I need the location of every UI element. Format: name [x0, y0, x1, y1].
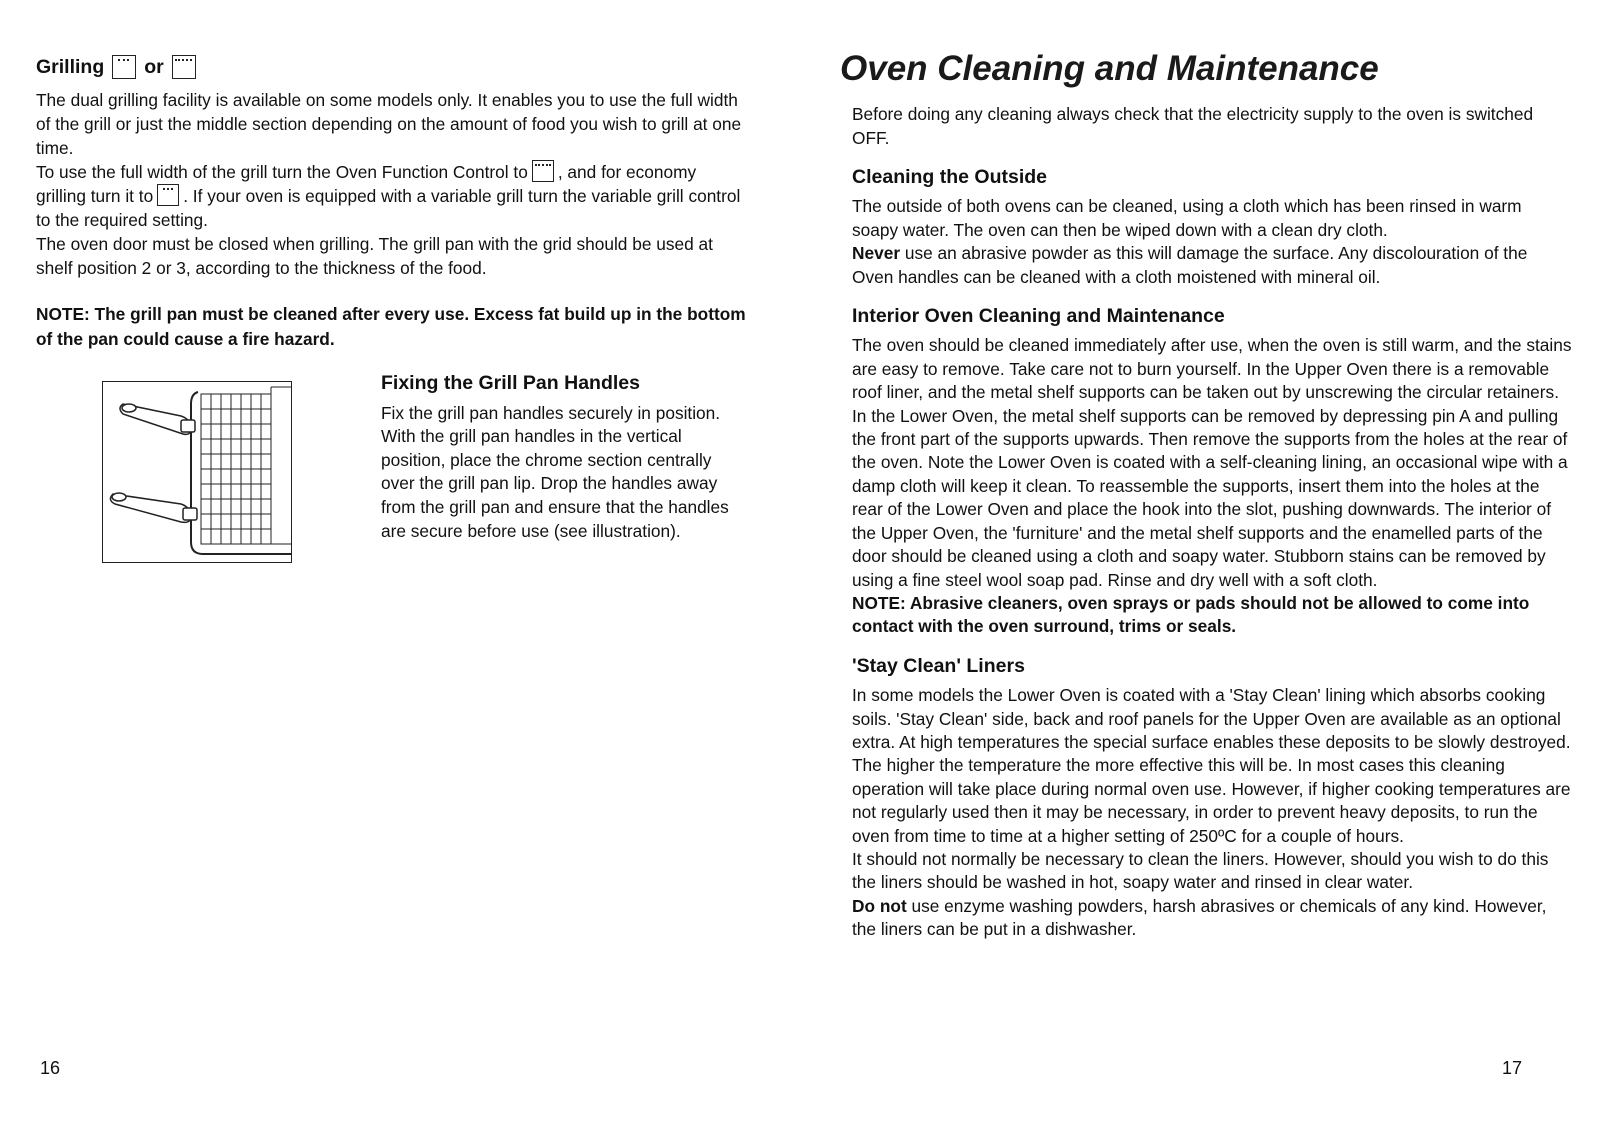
economy-grill-icon [157, 184, 179, 206]
grilling-paragraph-3: The oven door must be closed when grilling. The grill pan with the grid should be used at shelf position 2 or 3, according to the thickness of the food. [36, 234, 713, 278]
stay-clean-liners-body-2-text: It should not normally be necessary to clean the liners. However, should you wish to do this the liners should be washed in hot, soapy water and rinsed in clear water. [852, 848, 1549, 893]
intro-paragraph: Before doing any cleaning always check that the electricity supply to the oven is switched OFF. [852, 104, 1534, 148]
stay-clean-liners-body-2 [852, 848, 1572, 942]
grill-pan-handles-illustration [102, 381, 292, 563]
cleaning-outside-section [852, 166, 1572, 289]
grilling-paragraph-1: The dual grilling facility is available on some models only. It enables you to use the full width of the grill or just the middle section depending on the amount of food you wish to grill at one time. [36, 90, 742, 158]
fixing-handles-section [381, 372, 731, 543]
full-grill-icon [532, 160, 554, 182]
stay-clean-liners-body-3: use enzyme washing powders, harsh abrasives or chemicals of any kind. However, the liners can be put in a dishwasher. [852, 895, 1547, 940]
interior-cleaning-section [852, 305, 1572, 639]
grilling-p2-part-b: , and for economy grilling turn it to [36, 162, 697, 206]
page-title: Oven Cleaning and Maintenance [840, 49, 1379, 88]
page-number-left: 16 [40, 1058, 61, 1078]
grilling-title: Grilling [36, 56, 105, 78]
grilling-paragraph-2 [36, 160, 746, 232]
stay-clean-liners-body-1: In some models the Lower Oven is coated with a 'Stay Clean' lining which absorbs cooking soils. 'Stay Clean' side, back and roof panels for the Upper Oven are available as an optional extra. At high temperatures the special surface enables these deposits to be slowly destroyed. The higher the temperature the more effective this will be. In most cases this cleaning operation will take place during normal oven use. However, if higher cooking temperatures are not regularly used then it may be necessary, in order to prevent heavy deposits, to run the oven from time to time at a higher setting of 250ºC for a couple of hours. [852, 685, 1571, 846]
grilling-or: or [144, 56, 164, 78]
do-not-emphasis: Do not [852, 895, 907, 916]
page-number-right: 17 [1502, 1058, 1523, 1078]
stay-clean-liners-section [852, 655, 1572, 942]
right-page [840, 48, 1572, 942]
grilling-p2-part-a: To use the full width of the grill turn the Oven Function Control to [36, 162, 528, 182]
fixing-handles-body: Fix the grill pan handles securely in position. With the grill pan handles in the vertical position, place the chrome section centrally over the grill pan lip. Drop the handles away from the grill pan and ensure that the handles are secure before use (see illustration). [381, 402, 729, 541]
interior-cleaning-heading: Interior Oven Cleaning and Maintenance [852, 305, 1225, 328]
grilling-note: NOTE: The grill pan must be cleaned after every use. Excess fat build up in the bottom of the pan could cause a fire hazard. [36, 304, 746, 349]
left-page [36, 50, 746, 352]
interior-cleaning-body: The oven should be cleaned immediately after use, when the oven is still warm, and the stains are easy to remove. Take care not to burn yourself. In the Upper Oven there is a removable roof liner, and the metal shelf supports can be taken out by unscrewing the circular retainers. In the Lower Oven, the metal shelf supports can be removed by depressing pin A and pulling the front part of the supports upwards. Then remove the supports from the holes at the rear of the oven. Note the Lower Oven is coated with a self-cleaning lining, an occasional wipe with a damp cloth will keep it clean. To reassemble the supports, insert them into the holes at the rear of the Lower Oven and place the hook into the slot, pushing downwards. The interior of the Upper Oven, the 'furniture' and the metal shelf supports and the enamelled parts of the door should be cleaned using a cloth and soapy water. Stubborn stains can be removed by using a fine steel wool soap pad. Rinse and dry well with a soft cloth. [852, 335, 1572, 590]
cleaning-outside-heading: Cleaning the Outside [852, 166, 1048, 188]
grill-pan-drawing [103, 382, 291, 562]
fixing-handles-heading: Fixing the Grill Pan Handles [381, 372, 640, 394]
economy-grill-icon [112, 55, 136, 79]
stay-clean-liners-heading: 'Stay Clean' Liners [852, 654, 1025, 677]
cleaning-outside-body-1: The outside of both ovens can be cleaned, using a cloth which has been rinsed in warm soapy water. The oven can then be wiped down with a clean dry cloth. [852, 196, 1522, 240]
cleaning-outside-body-2: use an abrasive powder as this will damage the surface. Any discolouration of the Oven handles can be cleaned with a cloth moistened with mineral oil. [852, 243, 1528, 287]
full-grill-icon [172, 55, 196, 79]
grilling-p2-part-c: . If your oven is equipped with a variable grill turn the variable grill control to the required setting. [36, 186, 741, 230]
interior-cleaning-note: NOTE: Abrasive cleaners, oven sprays or pads should not be allowed to come into contact with the oven surround, trims or seals. [852, 592, 1530, 637]
never-emphasis: Never [852, 243, 901, 264]
grilling-heading [36, 50, 746, 84]
cleaning-outside-body [852, 195, 1572, 289]
